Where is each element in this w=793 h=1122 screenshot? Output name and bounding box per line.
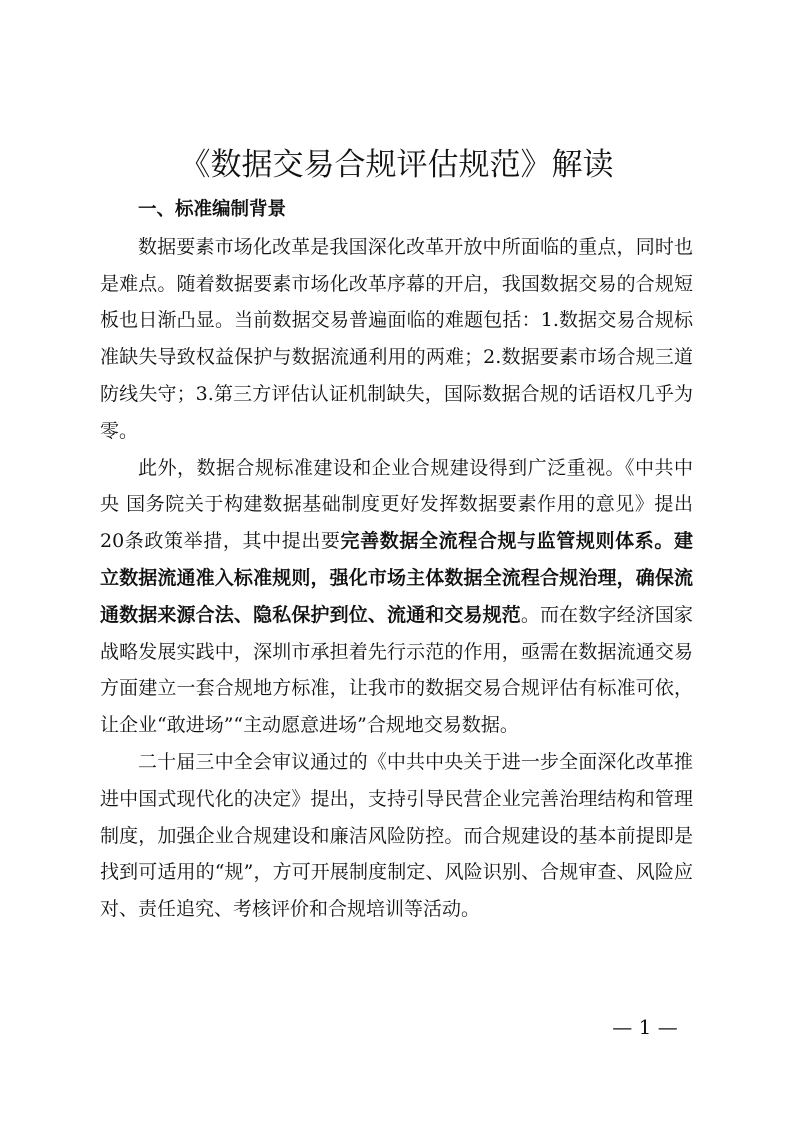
paragraph-text: 。而在数字经济国家战略发展实践中，深圳市承担着先行示范的作用，亟需在数据流通交易方面建立一套合规地方标准，让我市的数据交易合规评估有标准可依，让企业“敢进场”“主动愿意进场”合规地交易数据。 (100, 603, 693, 737)
paragraph-compliance (100, 744, 693, 928)
paragraph-text: 此外，数据合规标准建设和企业合规建设得到广泛重视。《中共中央 国务院关于构建数据基础制度更好发挥数据要素作用的意见》提出20条政策举措，其中提出要 (100, 456, 693, 553)
paragraph-text: 数据要素市场化改革是我国深化改革开放中所面临的重点，同时也是难点。随着数据要素市场化改革序幕的开启，我国数据交易的合规短板也日渐凸显。当前数据交易普遍面临的难题包括：1.数据交易合规标准缺失导致权益保护与数据流通利用的两难；2.数据要素市场合规三道防线失守；3.第三方评估认证机制缺失，国际数据合规的话语权几乎为零。 (100, 235, 693, 442)
section-heading: 一、标准编制背景 (138, 199, 287, 220)
paragraph-standards (100, 450, 693, 744)
paragraph-bold-emphasis: 完善数据全流程合规与监管规则体系。建立数据流通准入标准规则，强化市场主体数据全流程合规治理，确保流通数据来源合法、隐私保护到位、流通和交易规范 (100, 530, 693, 626)
page-number: — 1 — (612, 1015, 678, 1039)
document-body (100, 192, 693, 928)
document-title: 《数据交易合规评估规范》解读 (179, 146, 614, 183)
paragraph-text: 二十届三中全会审议通过的《中共中央关于进一步全面深化改革推进中国式现代化的决定》提出，支持引导民营企业完善治理结构和管理制度，加强企业合规建设和廉洁风险防控。而合规建设的基本前提即是找到可适用的“规”，方可开展制度制定、风险识别、合规审查、风险应对、责任追究、考核评价和合规培训等活动。 (100, 750, 693, 921)
paragraph-background (100, 229, 693, 450)
